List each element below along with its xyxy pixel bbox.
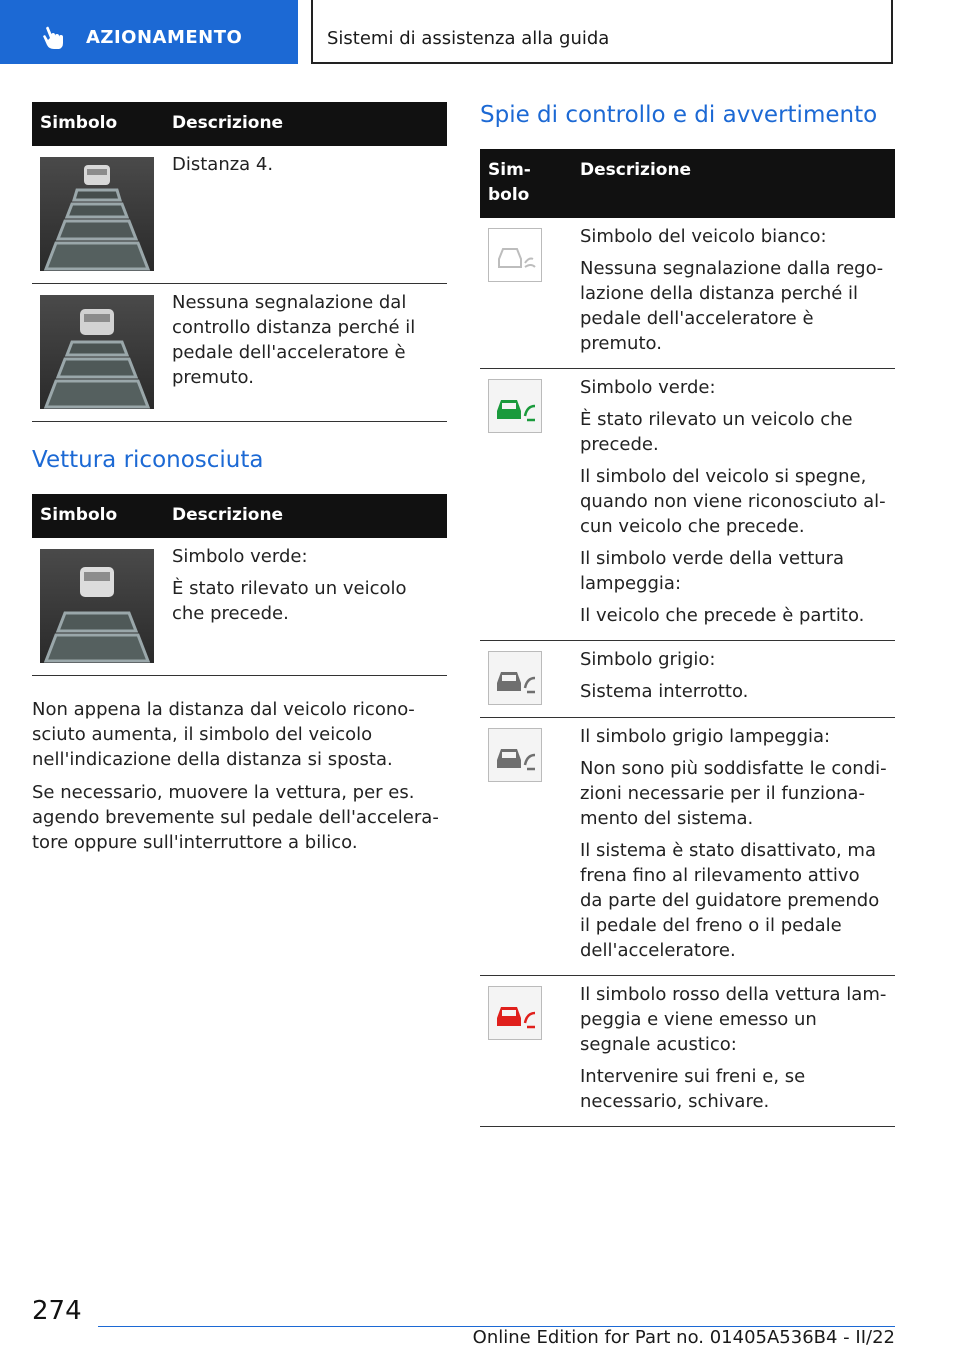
chapter-title: Sistemi di assistenza alla guida bbox=[327, 28, 610, 49]
page-header bbox=[0, 0, 960, 66]
table-row bbox=[480, 718, 895, 976]
right-column bbox=[480, 102, 895, 1127]
car-distance-white-icon bbox=[488, 228, 542, 282]
table-row bbox=[480, 976, 895, 1127]
section-label: AZIONAMENTO bbox=[86, 27, 243, 48]
distance-no-warning-display-image bbox=[40, 295, 154, 409]
car-distance-grey-icon bbox=[488, 651, 542, 705]
driving-hand-icon bbox=[42, 26, 64, 50]
col-header-description: Descrizione bbox=[572, 149, 895, 218]
row-description: Nessuna segnalazione dal controllo distanza perché il pedale dell'acceleratore è premuto. bbox=[172, 292, 416, 388]
row-description: Distanza 4. bbox=[172, 154, 274, 175]
row-description: Il simbolo del veicolo si spegne, quando non viene riconosciuto alcun veicolo che precede. bbox=[580, 466, 886, 537]
section-heading-indicators: Spie di controllo e di avvertimento bbox=[480, 102, 878, 128]
row-description: Il veicolo che precede è partito. bbox=[580, 605, 865, 626]
table-row bbox=[32, 146, 447, 284]
table-row bbox=[480, 641, 895, 718]
left-column bbox=[32, 102, 447, 863]
row-description: È stato rilevato un veicolo che precede. bbox=[580, 409, 853, 455]
col-header-symbol: Simbolo bbox=[32, 102, 164, 146]
col-header-symbol: Simbolo bbox=[32, 494, 164, 538]
table-row bbox=[32, 284, 447, 422]
row-description: È stato rilevato un veicolo che precede. bbox=[172, 578, 407, 624]
row-description: Simbolo verde: bbox=[172, 546, 308, 567]
section-heading-vehicle-detected: Vettura riconosciuta bbox=[32, 447, 264, 473]
row-description: Simbolo verde: bbox=[580, 377, 716, 398]
distance-4-display-image bbox=[40, 157, 154, 271]
indicator-lights-table bbox=[480, 149, 895, 1127]
body-paragraph: Se necessario, muovere la vettura, per es. agendo brevemente sul pedale dell'acceleratore oppure sull'interruttore a bilico. bbox=[32, 782, 439, 853]
row-description: Intervenire sui freni e, se necessario, schivare. bbox=[580, 1066, 806, 1112]
section-tab bbox=[0, 0, 298, 64]
row-description: Il simbolo verde della vettura lampeggia: bbox=[580, 548, 845, 594]
chapter-box bbox=[311, 0, 893, 64]
col-header-description: Descrizione bbox=[164, 102, 447, 146]
row-description: Non sono più soddisfatte le condizioni necessarie per il funzionamento del sistema. bbox=[580, 758, 887, 829]
vehicle-detected-table bbox=[32, 494, 447, 676]
col-header-symbol: Simbolo bbox=[480, 149, 572, 218]
vehicle-detected-display-image bbox=[40, 549, 154, 663]
col-header-description: Descrizione bbox=[164, 494, 447, 538]
row-description: Nessuna segnalazione dalla regolazione della distanza perché il pedale dell'acceleratore è premuto. bbox=[580, 258, 884, 354]
row-description: Il simbolo rosso della vettura lampeggia e viene emesso un segnale acustico: bbox=[580, 984, 887, 1055]
car-distance-red-icon bbox=[488, 986, 542, 1040]
row-description: Simbolo grigio: bbox=[580, 649, 716, 670]
table-row bbox=[480, 369, 895, 641]
car-distance-green-icon bbox=[488, 379, 542, 433]
row-description: Simbolo del veicolo bianco: bbox=[580, 226, 827, 247]
car-distance-grey-blinking-icon bbox=[488, 728, 542, 782]
row-description: Il sistema è stato disattivato, ma frena fino al rilevamento attivo da parte del guidatore premendo il pedale del freno o il pedale dell'acceleratore. bbox=[580, 840, 880, 961]
table-row bbox=[32, 538, 447, 676]
row-description: Sistema interrotto. bbox=[580, 681, 749, 702]
edition-footer: Online Edition for Part no. 01405A536B4 - II/22 bbox=[472, 1327, 895, 1348]
body-paragraph: Non appena la distanza dal veicolo riconosciuto aumenta, il simbolo del veicolo nell'indicazione della distanza si sposta. bbox=[32, 699, 415, 770]
distance-symbols-table bbox=[32, 102, 447, 422]
row-description: Il simbolo grigio lampeggia: bbox=[580, 726, 831, 747]
table-row bbox=[480, 218, 895, 369]
page-number: 274 bbox=[32, 1296, 82, 1326]
